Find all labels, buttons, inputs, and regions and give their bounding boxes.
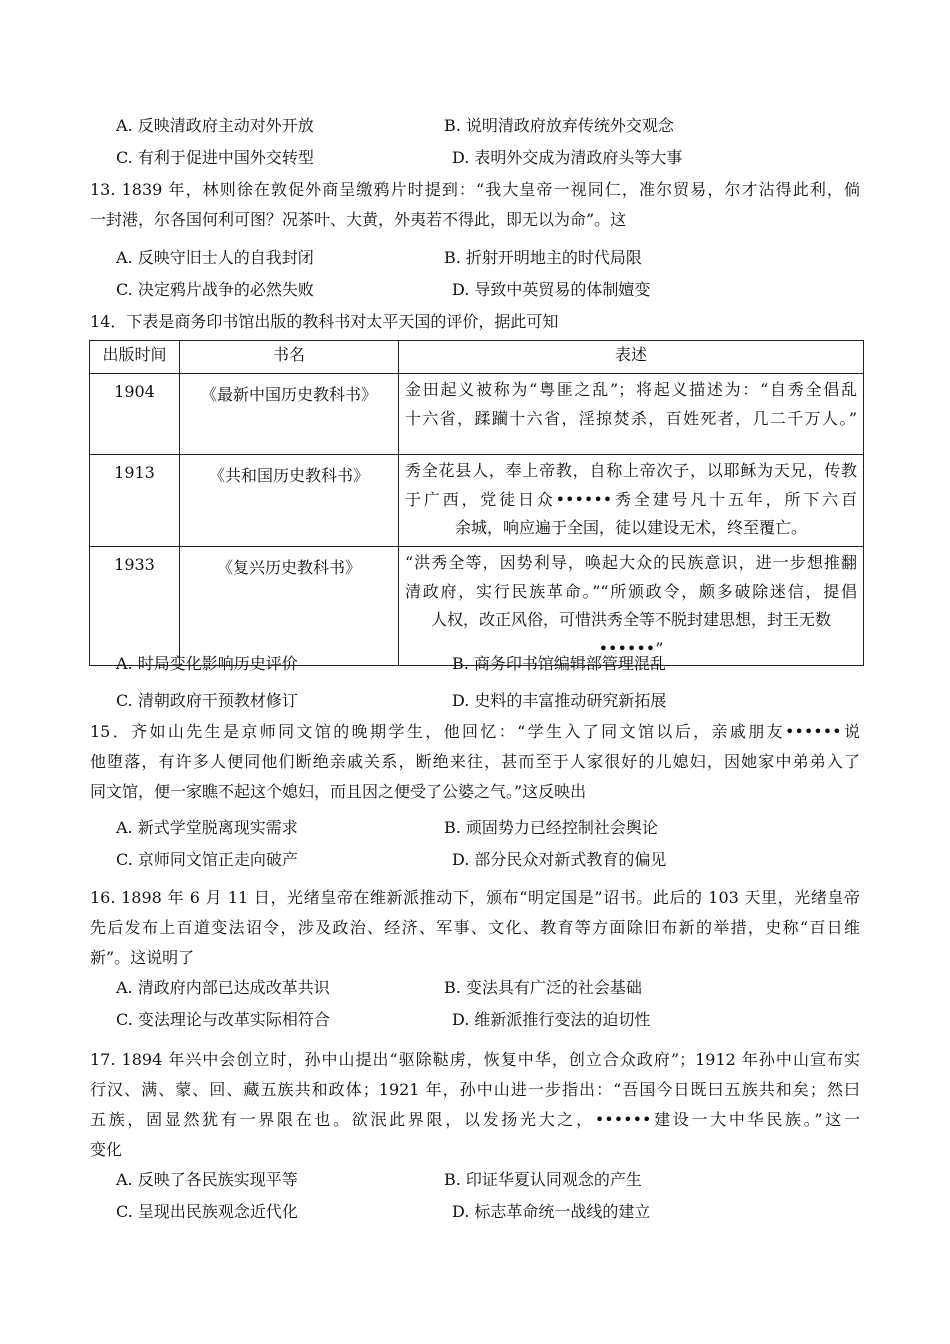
q12-option-c[interactable]: C. 有利于促进中国外交转型 [116, 148, 314, 167]
description-line: 人权，改正风俗，可惜洪秀全等不脱封建思想，封王无数 [430, 610, 831, 629]
q14-option-a[interactable]: A. 时局变化影响历史评价 [116, 654, 298, 673]
q12-option-d[interactable]: D. 表明外交成为清政府头等大事 [452, 148, 683, 167]
q16-option-b[interactable]: B. 变法具有广泛的社会基础 [444, 978, 642, 997]
q14-table [89, 340, 864, 666]
row-year: 1913 [90, 455, 180, 547]
header-description: 表述 [399, 341, 864, 374]
q15-stem-line-2: 他堕落，有许多人便同他们断绝亲戚关系，断绝来往，甚而至于人家很好的儿媳妇，因她家中弟弟入了 [90, 752, 860, 771]
q16-option-a[interactable]: A. 清政府内部已达成改革共识 [116, 978, 330, 997]
description-line: 清政府，实行民族革命。”“所颁政令，颇多破除迷信，提倡 [405, 581, 857, 601]
q15-option-a[interactable]: A. 新式学堂脱离现实需求 [116, 818, 298, 837]
q17-stem-line-3: 五族，固显然犹有一界限在也。欲泯此界限，以发扬光大之，••••••建设一大中华民族。”这一 [90, 1110, 860, 1129]
table-header-row [90, 341, 864, 374]
q12-option-b[interactable]: B. 说明清政府放弃传统外交观念 [444, 116, 674, 135]
q13-option-d[interactable]: D. 导致中英贸易的体制嬗变 [452, 280, 651, 299]
description-line: “洪秀全等，因势利导，唤起大众的民族意识，进一步想推翻 [405, 553, 857, 572]
q15-stem-line-1: 15．齐如山先生是京师同文馆的晚期学生，他回忆：“学生入了同文馆以后，亲戚朋友••••••说 [90, 722, 860, 741]
q17-option-a[interactable]: A. 反映了各民族实现平等 [116, 1170, 298, 1189]
description-line: 秀全花县人，奉上帝教，自称上帝次子，以耶稣为天兄，传教 [405, 461, 857, 480]
row-year: 1904 [90, 374, 180, 455]
row-book: 《复兴历史教科书》 [180, 547, 399, 666]
q15-option-c[interactable]: C. 京师同文馆正走向破产 [116, 850, 298, 869]
q14-option-b[interactable]: B. 商务印书馆编辑部管理混乱 [452, 654, 666, 673]
description-line: 于广西，党徒日众••••••秀全建号凡十五年，所下六百 [405, 489, 857, 509]
q16-stem-line-3: 新”。这说明了 [90, 948, 195, 967]
row-book: 《最新中国历史教科书》 [180, 374, 399, 455]
q14-option-d[interactable]: D. 史料的丰富推动研究新拓展 [452, 691, 667, 710]
q13-option-b[interactable]: B. 折射开明地主的时代局限 [444, 248, 642, 267]
q16-option-d[interactable]: D. 维新派推行变法的迫切性 [452, 1010, 651, 1029]
table-row [90, 455, 864, 547]
q15-option-d[interactable]: D. 部分民众对新式教育的偏见 [452, 850, 667, 869]
header-year: 出版时间 [90, 341, 180, 374]
q16-stem-line-1: 16. 1898 年 6 月 11 日，光绪皇帝在维新派推动下，颁布“明定国是”诏书。此后的 103 天里，光绪皇帝 [90, 888, 860, 907]
q13-option-a[interactable]: A. 反映守旧士人的自我封闭 [116, 248, 314, 267]
row-book: 《共和国历史教科书》 [180, 455, 399, 547]
q14-option-c[interactable]: C. 清朝政府干预教材修订 [116, 691, 298, 710]
q17-option-c[interactable]: C. 呈现出民族观念近代化 [116, 1202, 298, 1221]
header-book: 书名 [180, 341, 399, 374]
q13-option-c[interactable]: C. 决定鸦片战争的必然失败 [116, 280, 314, 299]
q14-stem: 14．下表是商务印书馆出版的教科书对太平天国的评价，据此可知 [90, 312, 559, 331]
table-row [90, 374, 864, 455]
q17-stem-line-1: 17. 1894 年兴中会创立时，孙中山提出“驱除鞑虏，恢复中华，创立合众政府”；1912 年孙中山宣布实 [90, 1050, 860, 1069]
q12-option-a[interactable]: A. 反映清政府主动对外开放 [116, 116, 314, 135]
row-year: 1933 [90, 547, 180, 666]
row-description [399, 547, 864, 666]
q15-stem-line-3: 同文馆，便一家瞧不起这个媳妇，而且因之便受了公婆之气。”这反映出 [90, 782, 587, 801]
description-line: 金田起义被称为“粤匪之乱”；将起义描述为：“自秀全倡乱 [405, 380, 857, 399]
q17-stem-line-2: 行汉、满、蒙、回、藏五族共和政体；1921 年，孙中山进一步指出：“吾国今日既曰五族共和矣；然曰 [90, 1080, 860, 1099]
q17-option-b[interactable]: B. 印证华夏认同观念的产生 [444, 1170, 642, 1189]
q16-option-c[interactable]: C. 变法理论与改革实际相符合 [116, 1010, 330, 1029]
q15-option-b[interactable]: B. 顽固势力已经控制社会舆论 [444, 818, 658, 837]
description-line: 余城，响应遍于全国，徒以建设无术，终至覆亡。 [454, 518, 807, 537]
description-line: ••••••” [598, 638, 664, 658]
q17-stem-line-4: 变化 [90, 1140, 123, 1159]
table-row [90, 547, 864, 666]
row-description [399, 455, 864, 547]
q17-option-d[interactable]: D. 标志革命统一战线的建立 [452, 1202, 651, 1221]
description-line: 十六省，蹂躏十六省，淫掠焚杀，百姓死者，几二千万人。” [405, 408, 857, 428]
q13-stem-line-1: 13. 1839 年，林则徐在敦促外商呈缴鸦片时提到：“我大皇帝一视同仁，准尔贸易，尔才沾得此利，倘 [90, 180, 860, 199]
q13-stem-line-2: 一封港，尔各国何利可图？况茶叶、大黄，外夷若不得此，即无以为命”。这 [90, 210, 627, 229]
row-description [399, 374, 864, 455]
q16-stem-line-2: 先后发布上百道变法诏令，涉及政治、经济、军事、文化、教育等方面除旧布新的举措，史称“百日维 [90, 918, 860, 937]
